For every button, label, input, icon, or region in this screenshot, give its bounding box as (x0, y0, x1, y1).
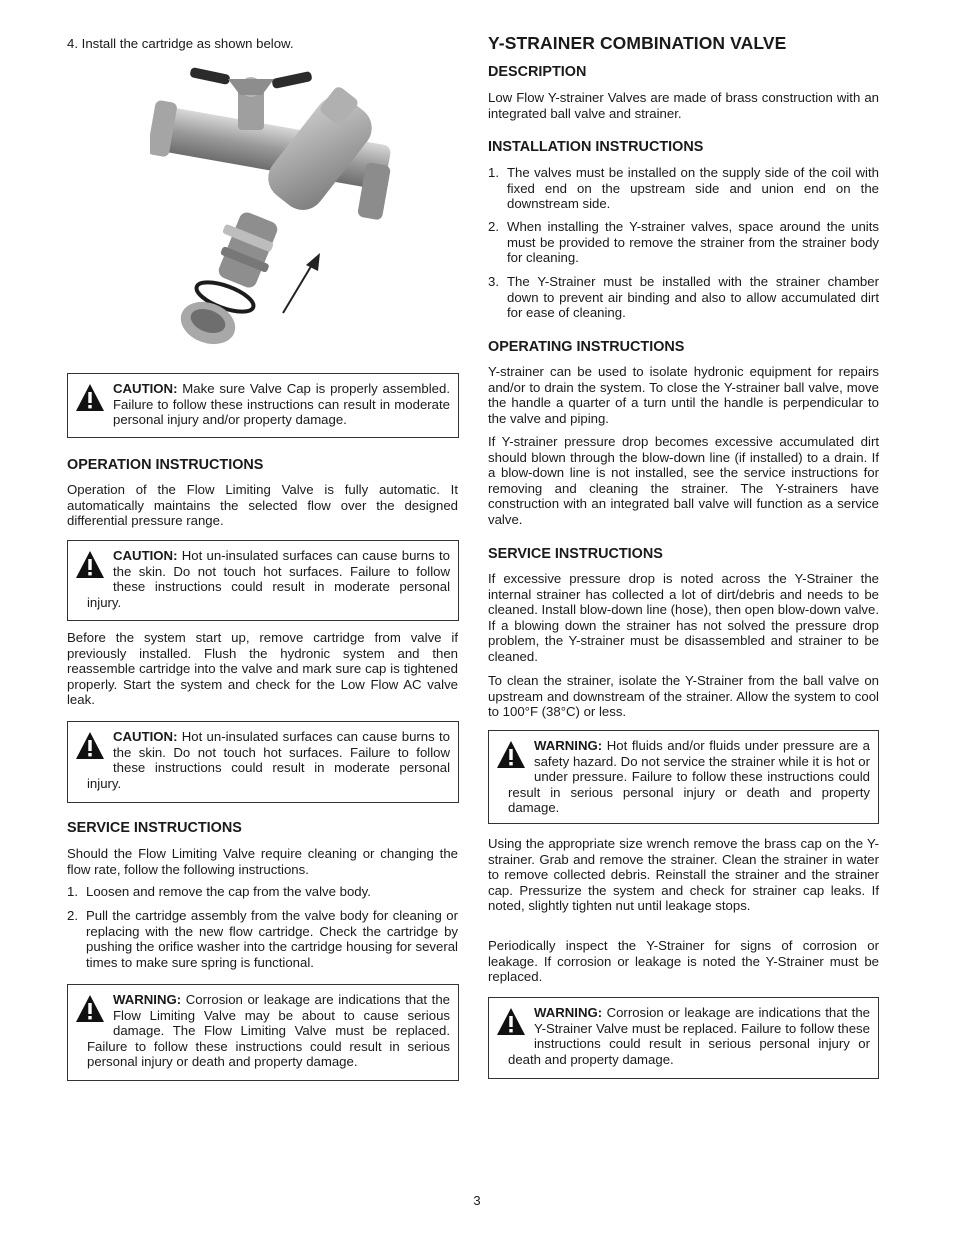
warning-triangle-icon (75, 550, 105, 580)
list-number: 2. (67, 908, 78, 923)
service-item (67, 908, 458, 970)
operation-text: Operation of the Flow Limiting Valve is fully automatic. It automatically maintains the selected flow over the designed differential pressure range. (67, 482, 458, 529)
service-text-2: To clean the strainer, isolate the Y-Strainer from the ball valve on upstream and downstream of the strainer. Allow the system to cool to 100°F (38°C) or less. (488, 673, 879, 720)
warning-triangle-icon (75, 994, 105, 1024)
caution-label: CAUTION: (113, 729, 178, 744)
caution-text: Make sure Valve Cap is properly assembled. Failure to follow these instructions can result in moderate personal injury and/or property damage. (113, 381, 450, 428)
warning-label: WARNING: (534, 738, 603, 753)
warning-triangle-icon (75, 383, 105, 413)
caution-box-hot-2 (67, 721, 459, 803)
warning-text: Hot fluids and/or fluids under pressure are a safety hazard. Do not service the strainer while it is hot or under pressure. Failure to follow these instructions could result in serious personal injury or death and property damage. (508, 738, 870, 816)
list-number: 1. (67, 884, 78, 899)
warning-box-flow-valve (67, 984, 459, 1081)
caution-box-hot-1 (67, 540, 459, 621)
list-text: Pull the cartridge assembly from the valve body for cleaning or replacing with the new flow cartridge. Check the cartridge by pushing the orifice washer into the cartridge housing for several times to make sure spring is functional. (86, 908, 458, 970)
service-text-left: Should the Flow Limiting Valve require cleaning or changing the flow rate, follow the following instructions. (67, 846, 458, 877)
installation-item (488, 274, 879, 321)
section-title: Y-STRAINER COMBINATION VALVE (488, 33, 787, 53)
warning-text: Corrosion or leakage are indications that the Flow Limiting Valve may be about to cause serious damage. The Flow Limiting Valve must be replaced. Failure to follow these instructions could result in serious personal injury or death and property damage. (87, 992, 450, 1070)
installation-heading: INSTALLATION INSTRUCTIONS (488, 139, 704, 155)
service-heading-right: SERVICE INSTRUCTIONS (488, 546, 663, 562)
description-text: Low Flow Y-strainer Valves are made of brass construction with an integrated ball valve and strainer. (488, 90, 879, 121)
service-text-1: If excessive pressure drop is noted across the Y-Strainer the internal strainer has collected a lot of dirt/debris and needs to be cleaned. Install blow-down line (hose), then open blow-down valve. If a blowing down the strainer has not solved the pressure drop problem, the Y-strainer must be disassembled and strainer to be cleaned. (488, 571, 879, 664)
installation-item (488, 219, 879, 266)
caution-label: CAUTION: (113, 548, 178, 563)
caution-label: CAUTION: (113, 381, 178, 396)
installation-item (488, 165, 879, 212)
list-text: The Y-Strainer must be installed with the strainer chamber down to prevent air binding and also to allow accumulated dirt for ease of cleaning. (507, 274, 879, 321)
cartridge-install-figure (150, 65, 400, 355)
caution-box-cap (67, 373, 459, 438)
install-step-4: 4. Install the cartridge as shown below. (67, 36, 294, 51)
caution-text: Hot un-insulated surfaces can cause burns to the skin. Do not touch hot surfaces. Failure to follow these instructions could result in moderate personal injury. (87, 548, 450, 610)
page-number: 3 (473, 1193, 481, 1208)
warning-text: Corrosion or leakage are indications that the Y-Strainer Valve must be replaced. Failure to follow these instructions could result in serious personal injury or death and property damage. (508, 1005, 870, 1067)
operation-heading: OPERATION INSTRUCTIONS (67, 457, 264, 473)
startup-text: Before the system start up, remove cartridge from valve if previously installed. Flush the hydronic system and then reassemble cartridge into the valve and mark sure cap is tightened properly. Start the system and check for the Low Flow AC valve leak. (67, 630, 458, 708)
warning-label: WARNING: (534, 1005, 603, 1020)
up-right-arrow-icon (283, 253, 320, 313)
operating-text-2: If Y-strainer pressure drop becomes excessive accumulated dirt should blown through the blow-down line (if installed) to a drain. If a blow-down line is not installed, see the service instructions for removing and cleaning the strainer. The Y-strainers have construction with an integrated ball valve will function as a service valve. (488, 434, 879, 527)
warning-label: WARNING: (113, 992, 182, 1007)
warning-box-hot-fluids (488, 730, 879, 824)
warning-triangle-icon (496, 1007, 526, 1037)
service-text-3: Using the appropriate size wrench remove the brass cap on the Y-strainer. Grab and remove the strainer. Clean the strainer in water to remove collected debris. Reinstall the strainer and the strainer cap. Pressurize the system and check for strainer cap leaks. If noted, slightly tighten nut until leakage stops. (488, 836, 879, 914)
list-number: 3. (488, 274, 499, 289)
warning-triangle-icon (75, 731, 105, 761)
service-item (67, 884, 458, 900)
warning-triangle-icon (496, 740, 526, 770)
list-text: When installing the Y-strainer valves, space around the units must be provided to remove the strainer from the strainer body for cleaning. (507, 219, 879, 266)
service-heading-left: SERVICE INSTRUCTIONS (67, 820, 242, 836)
list-text: The valves must be installed on the supply side of the coil with fixed end on the upstream side and union end on the downstream side. (507, 165, 879, 212)
operating-heading: OPERATING INSTRUCTIONS (488, 339, 685, 355)
list-text: Loosen and remove the cap from the valve body. (86, 884, 371, 899)
operating-text-1: Y-strainer can be used to isolate hydronic equipment for repairs and/or to drain the system. To close the Y-strainer ball valve, move the handle a quarter of a turn until the handle is perpendicular to the valve and piping. (488, 364, 879, 426)
service-text-4: Periodically inspect the Y-Strainer for signs of corrosion or leakage. If corrosion or leakage is noted the Y-Strainer must be replaced. (488, 938, 879, 985)
description-heading: DESCRIPTION (488, 64, 587, 80)
warning-box-y-strainer (488, 997, 879, 1079)
list-number: 2. (488, 219, 499, 234)
caution-text: Hot un-insulated surfaces can cause burns to the skin. Do not touch hot surfaces. Failure to follow these instructions could result in moderate personal injury. (87, 729, 450, 791)
list-number: 1. (488, 165, 499, 180)
